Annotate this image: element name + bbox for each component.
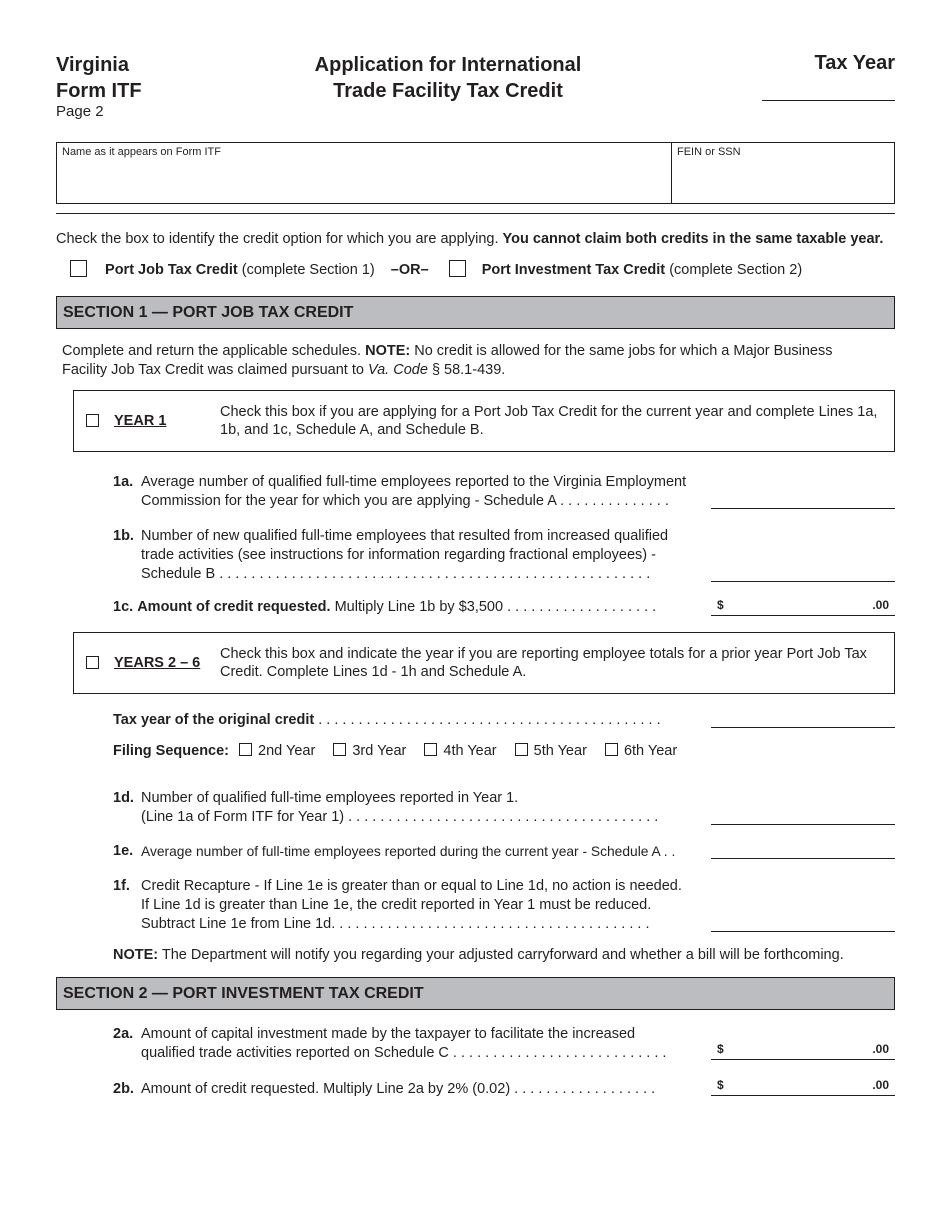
port-investment-label: Port Investment Tax Credit: [481, 262, 666, 278]
form-name: Form ITF: [56, 80, 142, 102]
filing-sequence-label: Filing Sequence:: [113, 743, 230, 759]
years2-6-checkbox[interactable]: [86, 656, 99, 669]
intro-note-label: NOTE:: [365, 343, 411, 359]
dollar-sign: $: [717, 598, 724, 612]
line-1e-number: 1e.: [113, 843, 134, 859]
line-1d-input[interactable]: [711, 805, 895, 825]
filing-4th-year-checkbox[interactable]: [424, 743, 437, 756]
line-2b-input[interactable]: [711, 1076, 895, 1096]
name-field[interactable]: [57, 143, 671, 203]
state-name: Virginia: [56, 54, 129, 76]
filing-5th-year-label: 5th Year: [533, 743, 587, 759]
cents-label: .00: [872, 1042, 889, 1056]
line-1d-text: [141, 789, 711, 827]
tax-year-label: Tax Year: [814, 52, 895, 74]
line-2a-text2: qualified trade activities reported on Schedule C . . . . . . . . . . . . . . . . . . . . . . . . . . .: [141, 1045, 667, 1061]
cents-label: .00: [872, 598, 889, 612]
line-1c-label: Amount of credit requested.: [137, 599, 331, 615]
line-1e-input[interactable]: [711, 839, 895, 859]
year1-box: [73, 390, 895, 452]
instruction-warning: You cannot claim both credits in the same taxable year.: [502, 231, 884, 247]
dollar-sign: $: [717, 1078, 724, 1092]
line-2a-text: [141, 1025, 711, 1063]
port-job-note: (complete Section 1): [241, 262, 375, 278]
line-1b-text: [141, 527, 711, 584]
fein-field[interactable]: [672, 143, 894, 203]
original-credit-year-input[interactable]: [711, 708, 895, 728]
port-job-checkbox[interactable]: [70, 260, 87, 277]
years2-6-box: [73, 632, 895, 694]
intro-text-d: § 58.1-439.: [431, 362, 506, 378]
year1-checkbox[interactable]: [86, 414, 99, 427]
line-1b-text1: Number of new qualified full-time employees that resulted from increased qualified: [141, 528, 669, 544]
line-2a-input[interactable]: [711, 1040, 895, 1060]
line-1a-text: [141, 473, 711, 511]
line-1d-text2: (Line 1a of Form ITF for Year 1) . . . . . . . . . . . . . . . . . . . . . . . . . . . . . . . . . . . . . . .: [141, 809, 659, 825]
fein-field-label: FEIN or SSN: [677, 146, 741, 158]
line-1b-text3: Schedule B . . . . . . . . . . . . . . . . . . . . . . . . . . . . . . . . . . . . . . . . . . . . . . . . . . . . . .: [141, 566, 651, 582]
section1-header: SECTION 1 — PORT JOB TAX CREDIT: [56, 296, 895, 329]
line-2a-text1: Amount of capital investment made by the taxpayer to facilitate the increased: [141, 1026, 636, 1042]
divider-rule: [56, 213, 895, 214]
or-separator: –OR–: [390, 262, 429, 278]
original-credit-year-row: [113, 711, 661, 730]
cents-label: .00: [872, 1078, 889, 1092]
year1-label: YEAR 1: [114, 413, 167, 429]
line-1f-input[interactable]: [711, 912, 895, 932]
port-job-label: Port Job Tax Credit: [105, 262, 238, 278]
filing-5th-year-checkbox[interactable]: [515, 743, 528, 756]
intro-text-b: No credit is allowed for the same jobs for which a Major Business: [414, 343, 833, 359]
form-title-line2: Trade Facility Tax Credit: [333, 80, 563, 102]
line-1a-text2: Commission for the year for which you are applying - Schedule A . . . . . . . . . . . . . .: [141, 493, 669, 509]
line-1f-number: 1f.: [113, 878, 130, 894]
line-1d-number: 1d.: [113, 790, 134, 806]
line-1f-text2: If Line 1d is greater than Line 1e, the credit reported in Year 1 must be reduced.: [141, 897, 652, 913]
line-2b-number: 2b.: [113, 1081, 134, 1097]
line-1b-number: 1b.: [113, 528, 134, 544]
section2-header: SECTION 2 — PORT INVESTMENT TAX CREDIT: [56, 977, 895, 1010]
line-1c-number: 1c.: [113, 599, 134, 615]
line-2a-number: 2a.: [113, 1026, 134, 1042]
line-1f-text3: Subtract Line 1e from Line 1d. . . . . . . . . . . . . . . . . . . . . . . . . . . . . . . . . . . . . . . .: [141, 916, 650, 932]
instruction-text: Check the box to identify the credit option for which you are applying.: [56, 231, 499, 247]
line-1a-input[interactable]: [711, 489, 895, 509]
year1-instructions: Check this box if you are applying for a Port Job Tax Credit for the current year and complete Lines 1a, 1b, and 1c, Schedule A, and Schedule B.: [220, 404, 878, 438]
filing-4th-year-label: 4th Year: [443, 743, 497, 759]
intro-code: Va. Code: [367, 362, 428, 378]
leader-dots: . . . . . . . . . . . . . . . . . . . . . . . . . . . . . . . . . . . . . . . . . . .: [318, 712, 661, 728]
line-2b-text: Amount of credit requested. Multiply Line 2a by 2% (0.02) . . . . . . . . . . . . . . . . . .: [141, 1081, 656, 1097]
section1-note: [113, 946, 844, 965]
line-1c: [113, 598, 656, 617]
form-title-line1: Application for International: [314, 54, 582, 76]
line-1f-text1: Credit Recapture - If Line 1e is greater than or equal to Line 1d, no action is needed.: [141, 878, 682, 894]
filing-3rd-year-label: 3rd Year: [352, 743, 407, 759]
years2-6-label: YEARS 2 – 6: [114, 655, 201, 671]
filing-2nd-year-label: 2nd Year: [258, 743, 316, 759]
line-1b-input[interactable]: [711, 562, 895, 582]
tax-year-field[interactable]: [762, 100, 895, 101]
line-1c-input[interactable]: [711, 596, 895, 616]
option-instruction: [56, 230, 883, 249]
page-number: Page 2: [56, 103, 104, 120]
line-1c-text: Multiply Line 1b by $3,500 . . . . . . . . . . . . . . . . . . .: [334, 599, 657, 615]
filing-sequence-row: [113, 742, 677, 761]
section1-intro: [62, 342, 895, 380]
filing-3rd-year-checkbox[interactable]: [333, 743, 346, 756]
form-title: [268, 52, 628, 104]
credit-option-row: [70, 260, 802, 280]
port-investment-checkbox[interactable]: [449, 260, 466, 277]
line-1b-text2: trade activities (see instructions for information regarding fractional employees) -: [141, 547, 656, 563]
line-1e-text: Average number of full-time employees reported during the current year - Schedule A . .: [141, 844, 676, 859]
intro-text: Complete and return the applicable schedules.: [62, 343, 362, 359]
line-1f-text: [141, 877, 711, 934]
intro-text-c: Facility Job Tax Credit was claimed pursuant to: [62, 362, 364, 378]
line-1a-text1: Average number of qualified full-time employees reported to the Virginia Employment: [141, 474, 687, 490]
name-field-label: Name as it appears on Form ITF: [62, 146, 221, 158]
filing-6th-year-checkbox[interactable]: [605, 743, 618, 756]
dollar-sign: $: [717, 1042, 724, 1056]
filing-2nd-year-checkbox[interactable]: [239, 743, 252, 756]
note-label: NOTE:: [113, 947, 159, 963]
years2-6-instructions: Check this box and indicate the year if you are reporting employee totals for a prior year Port Job Tax Credit. Complete Lines 1d - 1h and Schedule A.: [220, 646, 867, 680]
form-identifier: [56, 52, 142, 104]
line-1d-text1: Number of qualified full-time employees reported in Year 1.: [141, 790, 519, 806]
line-1a-number: 1a.: [113, 474, 134, 490]
filing-6th-year-label: 6th Year: [623, 743, 678, 759]
note-text: The Department will notify you regarding your adjusted carryforward and whether a bill will be forthcoming.: [161, 947, 844, 963]
taxpayer-id-box: [56, 142, 895, 204]
port-investment-note: (complete Section 2): [669, 262, 803, 278]
original-credit-label: Tax year of the original credit: [113, 712, 315, 728]
